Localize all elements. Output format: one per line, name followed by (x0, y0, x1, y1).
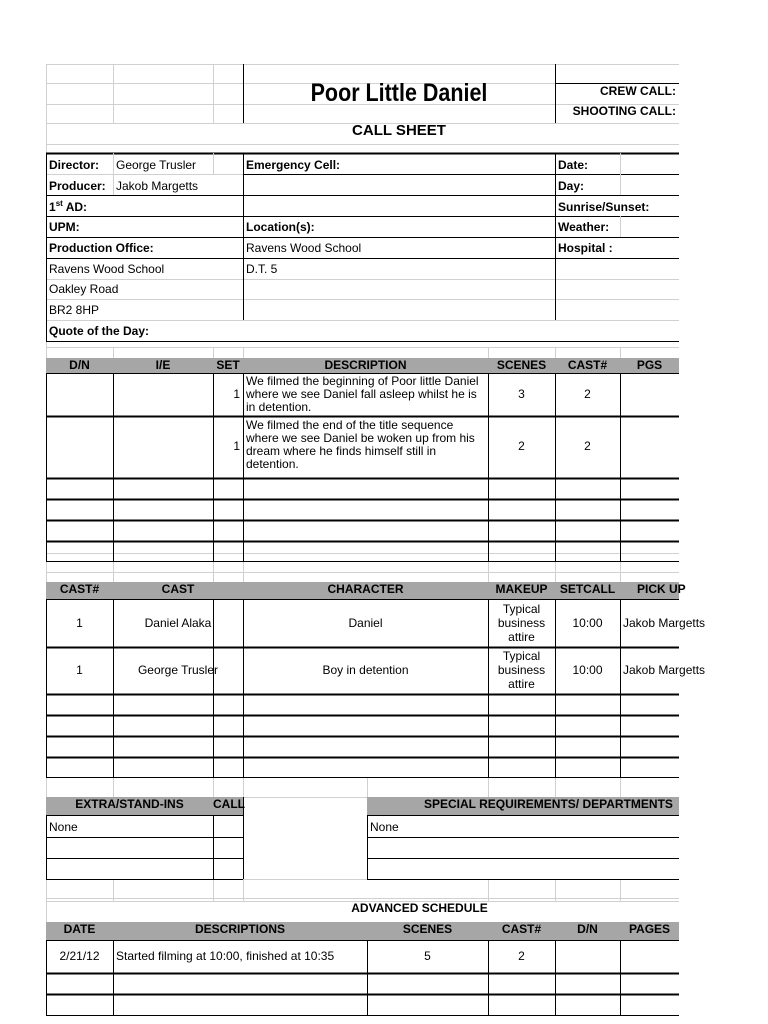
pickup-name: Jakob Margetts (623, 616, 706, 630)
extras-value: None (49, 820, 78, 834)
col-header-dn: D/N (555, 922, 620, 940)
scene-description: We filmed the end of the title sequence where we see Daniel be woken up from his dream where he finds himself still in detention. (246, 418, 475, 471)
character-name: Boy in detention (322, 663, 409, 677)
producer-label: Producer: (49, 179, 106, 193)
makeup: Typical business attire (497, 602, 546, 644)
scene-count: 2 (518, 439, 525, 453)
locations-label: Location(s): (246, 220, 315, 234)
col-header-set: SET (213, 358, 243, 373)
location-line: Ravens Wood School (246, 241, 362, 255)
upm-label: UPM: (49, 220, 80, 234)
office-line: BR2 8HP (49, 303, 100, 317)
date-label: Date: (558, 158, 589, 172)
sunrise-sunset-label: Sunrise/Sunset: (558, 200, 650, 214)
hospital-label: Hospital : (558, 241, 613, 255)
schedule-description: Started filming at 10:00, finished at 10:35 (116, 949, 335, 963)
first-ad-label: 1st AD: (49, 199, 88, 214)
col-header-setcall: SETCALL (555, 582, 620, 599)
col-header-cast: CAST (113, 582, 243, 599)
col-header-dn: D/N (46, 358, 113, 373)
scene-count: 3 (518, 387, 525, 401)
scene-description: We filmed the beginning of Poor little Daniel where we see Daniel fall asleep whilst he is in detention. (246, 374, 479, 414)
scene-cast-num: 2 (584, 387, 591, 401)
makeup: Typical business attire (497, 649, 546, 691)
col-header-cast-num: CAST# (46, 582, 113, 599)
col-header-scenes: SCENES (367, 922, 488, 940)
call-sheet-title: CALL SHEET (352, 122, 446, 139)
weather-label: Weather: (558, 220, 610, 234)
schedule-date: 2/21/12 (59, 949, 100, 963)
scene-set: 1 (233, 439, 240, 453)
advanced-schedule-title: ADVANCED SCHEDULE (351, 901, 488, 915)
col-header-description: DESCRIPTION (243, 358, 488, 373)
production-title: Poor Little Daniel (310, 79, 488, 107)
office-line: Oakley Road (49, 282, 119, 296)
col-header-makeup: MAKEUP (488, 582, 555, 599)
crew-call-label: CREW CALL: (600, 84, 676, 98)
quote-label: Quote of the Day: (49, 324, 150, 338)
col-header-descriptions: DESCRIPTIONS (113, 922, 367, 940)
emergency-cell-label: Emergency Cell: (246, 158, 341, 172)
col-header-cast-num: CAST# (555, 358, 620, 373)
schedule-scenes: 5 (424, 949, 431, 963)
schedule-cast-num: 2 (518, 949, 525, 963)
scene-cast-num: 2 (584, 439, 591, 453)
col-header-pages: PAGES (620, 922, 679, 940)
cast-number: 1 (76, 616, 83, 630)
col-header-pgs: PGS (620, 358, 679, 373)
pickup-name: Jakob Margetts (623, 663, 706, 677)
extras-header: EXTRA/STAND-INS (46, 797, 213, 815)
call-sheet (46, 64, 706, 1016)
character-name: Daniel (348, 616, 383, 630)
extras-call-header: CALL (213, 797, 243, 815)
col-header-date: DATE (46, 922, 113, 940)
location-line: D.T. 5 (246, 262, 278, 276)
office-line: Ravens Wood School (49, 262, 165, 276)
production-office-label: Production Office: (49, 241, 154, 255)
col-header-cast-num: CAST# (488, 922, 555, 940)
special-requirements-value: None (370, 820, 399, 834)
cast-name: George Trusler (137, 663, 219, 677)
scene-set: 1 (233, 387, 240, 401)
special-requirements-header: SPECIAL REQUIREMENTS/ DEPARTMENTS (367, 797, 679, 815)
shooting-call-label: SHOOTING CALL: (572, 104, 676, 118)
col-header-ie: I/E (113, 358, 213, 373)
setcall-time: 10:00 (572, 663, 603, 677)
col-header-scenes: SCENES (488, 358, 555, 373)
day-label: Day: (558, 179, 585, 193)
col-header-pickup: PICK UP (620, 582, 679, 599)
setcall-time: 10:00 (572, 616, 603, 630)
cast-number: 1 (76, 663, 83, 677)
director-value: George Trusler (116, 158, 197, 172)
director-label: Director: (49, 158, 100, 172)
cast-name: Daniel Alaka (144, 616, 212, 630)
producer-value: Jakob Margetts (116, 179, 199, 193)
col-header-character: CHARACTER (243, 582, 488, 599)
